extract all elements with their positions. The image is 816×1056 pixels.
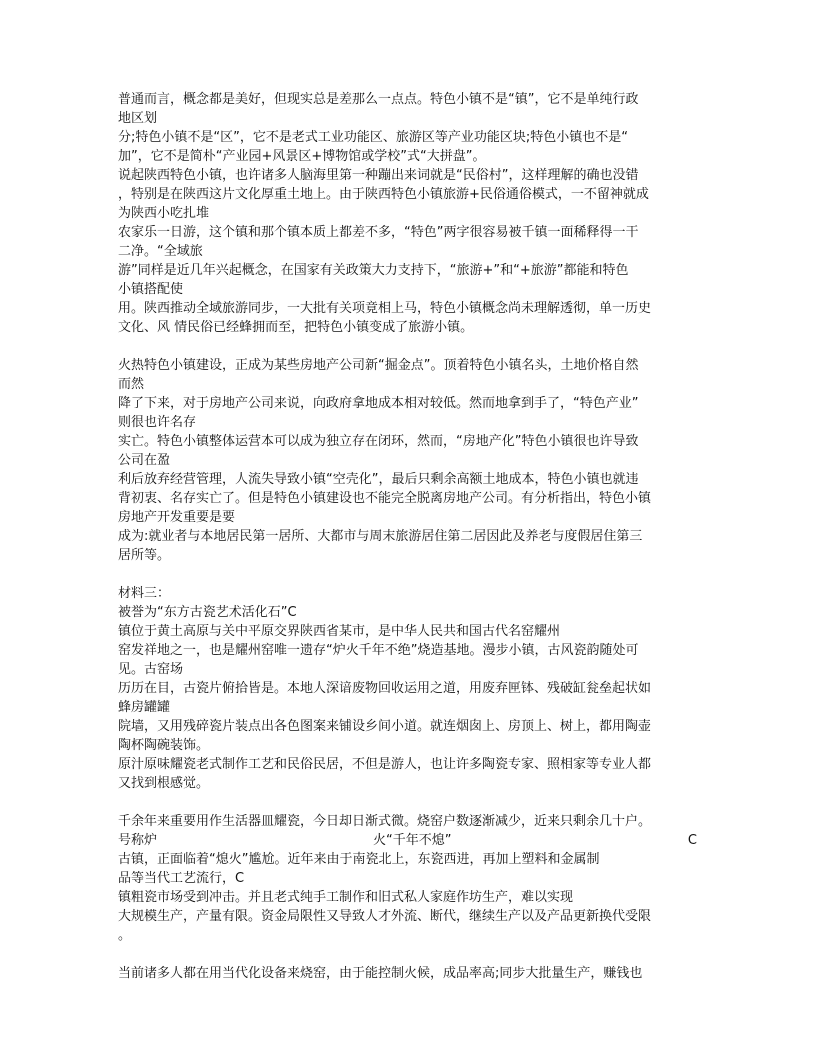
text-line: 窑发祥地之一，也是耀州窑唯一遗存“炉火千年不绝”烧造基地。漫步小镇，古风瓷韵随处可 xyxy=(118,643,639,658)
text-line: 小镇搭配使 xyxy=(118,282,184,297)
paragraph-5 xyxy=(118,964,703,983)
text-line: 又找到根感觉。 xyxy=(118,776,210,791)
text-line: 当前诸多人都在用当代化设备来烧窑，由于能控制火候，成品率高;同步大批量生产，赚钱也 xyxy=(118,966,643,981)
text-line: 为陕西小吃扎堆 xyxy=(118,206,210,221)
paragraph-gap xyxy=(118,565,703,584)
text-line: 游”同样是近几年兴起概念，在国家有关政策大力支持下，“旅游+”和“+旅游”都能和特色 xyxy=(118,263,629,278)
section-heading: 材料三： xyxy=(118,586,171,601)
text-line: 古镇，正面临着“熄火”尴尬。近年来由于南瓷北上，东瓷西进，再加上塑料和金属制 xyxy=(118,852,600,867)
text-line: 实亡。特色小镇整体运营本可以成为独立存在闭环，然而，“房地产化”特色小镇很也许导致 xyxy=(118,434,639,449)
text-line: 文化、风 情民俗已经蜂拥而至，把特色小镇变成了旅游小镇。 xyxy=(118,320,474,335)
text-line: 背初衷、名存实亡了。但是特色小镇建设也不能完全脱离房地产公司。有分析指出，特色小镇 xyxy=(118,491,652,506)
text-line: 千余年来重要用作生活器皿耀瓷，今日却日渐式微。烧窑户数逐渐减少，近来只剩余几十户。 xyxy=(118,814,652,829)
paragraph-gap xyxy=(118,337,703,356)
text-line: 地区划 xyxy=(118,111,158,126)
text-line: 院墙，又用残碎瓷片装点出各色图案来铺设乡间小道。就连烟囱上、房顶上、树上，都用陶壶 xyxy=(118,719,652,734)
text-line: 。 xyxy=(118,928,132,943)
text-line: 加”，它不是简朴“产业园+风景区+博物馆或学校”式“大拼盘”。 xyxy=(118,149,486,164)
paragraph-3 xyxy=(118,584,703,793)
text-line: 镇位于黄土高原与关中平原交界陕西省某市，是中华人民共和国古代名窑耀州 xyxy=(118,624,561,639)
text-line: 而然 xyxy=(118,377,145,392)
text-line: 利后放弃经营管理，人流失导致小镇“空壳化”，最后只剩余高额土地成本，特色小镇也就违 xyxy=(118,472,639,487)
paragraph-gap xyxy=(118,945,703,964)
text-line: 陶杯陶碗装饰。 xyxy=(118,738,210,753)
text-line: 二净。“全域旅 xyxy=(118,244,203,259)
document-page xyxy=(118,90,703,983)
paragraph-gap xyxy=(118,793,703,812)
text-fragment: 火“千年不熄” xyxy=(373,833,452,848)
text-line: 农家乐一日游，这个镇和那个镇本质上都差不多，“特色”两字很容易被千镇一面稀释得一干 xyxy=(118,225,639,240)
text-line: 用。陕西推动全域旅游同步，一大批有关项竟相上马，特色小镇概念尚未理解透彻，单一历史 xyxy=(118,301,652,316)
split-text-line xyxy=(118,831,703,850)
text-line: 见。古窑场 xyxy=(118,662,184,677)
text-line: 居所等。 xyxy=(118,548,171,563)
text-line: 品等当代工艺流行，C xyxy=(118,871,245,886)
text-line: 历历在目，古瓷片俯拾皆是。本地人深谙废物回收运用之道，用废弃匣钵、残破缸瓮垒起状如 xyxy=(118,681,652,696)
text-line: 则很也许名存 xyxy=(118,415,197,430)
text-line: 蜂房罐罐 xyxy=(118,700,171,715)
paragraph-2 xyxy=(118,356,703,565)
text-line: 大规模生产，产量有限。资金局限性又导致人才外流、断代，继续生产以及产品更新换代受限 xyxy=(118,909,652,924)
text-line: 镇粗瓷市场受到冲击。并且老式纯手工制作和旧式私人家庭作坊生产，难以实现 xyxy=(118,890,574,905)
text-line: 说起陕西特色小镇，也许诸多人脑海里第一种蹦出来词就是“民俗村”，这样理解的确也没错 xyxy=(118,168,639,183)
text-line: 公司在盈 xyxy=(118,453,171,468)
text-line: 火热特色小镇建设，正成为某些房地产公司新“掘金点”。顶着特色小镇名头，土地价格自然 xyxy=(118,358,639,373)
text-line: ，特别是在陕西这片文化厚重土地上。由于陕西特色小镇旅游+民俗通俗模式，一不留神就成 xyxy=(118,187,649,202)
text-line: 分;特色小镇不是“区”，它不是老式工业功能区、旅游区等产业功能区块;特色小镇也不是“ xyxy=(118,130,628,145)
text-line: 成为:就业者与本地居民第一居所、大都市与周末旅游居住第二居因此及养老与度假居住第三 xyxy=(118,529,643,544)
text-fragment: 号称炉 xyxy=(118,833,158,848)
text-line: 原汁原味耀瓷老式制作工艺和民俗民居，不但是游人，也让许多陶瓷专家、照相家等专业人都 xyxy=(118,757,652,772)
text-line: 被誉为“东方古瓷艺术活化石”C xyxy=(118,605,297,620)
text-line: 普通而言，概念都是美好，但现实总是差那么一点点。特色小镇不是“镇”，它不是单纯行政 xyxy=(118,92,639,107)
text-line: 房地产开发重要是要 xyxy=(118,510,236,525)
paragraph-1 xyxy=(118,90,703,337)
text-line: 降了下来，对于房地产公司来说，向政府拿地成本相对较低。然而地拿到手了，“特色产业” xyxy=(118,396,639,411)
text-fragment: C xyxy=(687,833,697,848)
paragraph-4 xyxy=(118,812,703,945)
